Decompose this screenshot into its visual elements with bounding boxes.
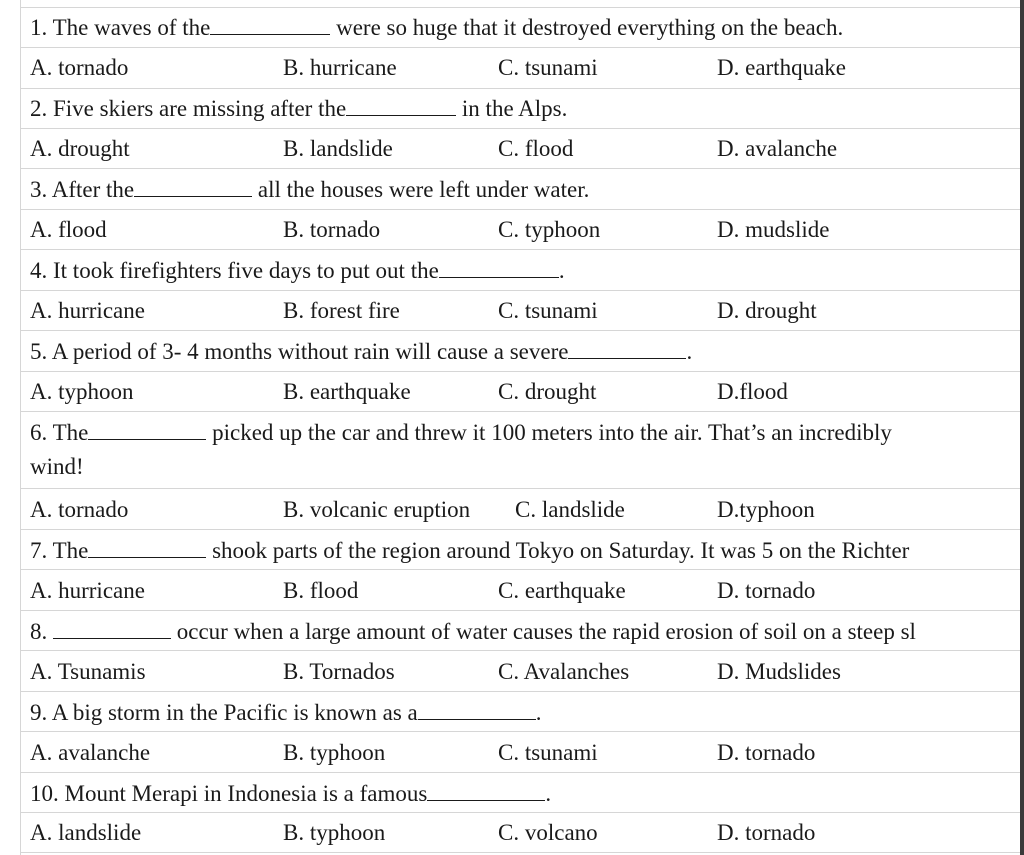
question-text-after: were so huge that it destroyed everything on the beach. <box>336 15 844 40</box>
divider-line <box>20 330 1020 331</box>
option-c: C. drought <box>498 379 597 404</box>
question-1 <box>30 15 843 39</box>
option-a: A. flood <box>30 217 107 242</box>
question-4 <box>30 258 565 282</box>
divider-line <box>20 529 1020 530</box>
option-d: D. drought <box>717 298 817 323</box>
option-c: C. earthquake <box>498 578 626 603</box>
question-number: 7. <box>30 538 48 563</box>
option-b: B. hurricane <box>283 55 397 80</box>
divider-line <box>20 852 1020 853</box>
answer-blank <box>418 700 536 720</box>
question-7 <box>30 538 909 562</box>
divider-line <box>20 691 1020 692</box>
question-text-after: occur when a large amount of water causes the rapid erosion of soil on a steep sl <box>176 619 916 644</box>
answer-blank <box>568 339 686 359</box>
question-text-before: A big storm in the Pacific is known as a <box>51 700 418 725</box>
question-text-after: all the houses were left under water. <box>257 177 590 202</box>
divider-line <box>20 610 1020 611</box>
option-d: D. Mudslides <box>717 659 841 684</box>
option-a: A. hurricane <box>30 578 145 603</box>
question-number: 2. <box>30 96 48 121</box>
option-a: A. Tsunamis <box>30 659 146 684</box>
question-5 <box>30 339 692 363</box>
divider-line <box>20 290 1020 291</box>
question-6-continuation: wind! <box>30 454 84 479</box>
question-2 <box>30 96 567 120</box>
option-a: A. hurricane <box>30 298 145 323</box>
option-d: D.flood <box>717 379 788 404</box>
option-c: C. Avalanches <box>498 659 630 684</box>
question-10 <box>30 781 551 805</box>
answer-blank <box>346 96 456 116</box>
option-d: D. tornado <box>717 820 816 845</box>
question-text-after: picked up the car and threw it 100 meters into the air. That’s an incredibly <box>212 420 892 445</box>
option-b: B. typhoon <box>283 820 386 845</box>
answer-blank <box>134 177 252 197</box>
answer-blank <box>88 538 206 558</box>
option-d: D. earthquake <box>717 55 846 80</box>
question-text-before: It took firefighters five days to put out the <box>53 258 439 283</box>
question-number: 10. <box>30 781 59 806</box>
option-b: B. landslide <box>283 136 393 161</box>
option-c: C. volcano <box>498 820 598 845</box>
question-text-before: Mount Merapi in Indonesia is a famous <box>64 781 428 806</box>
option-c: C. tsunami <box>498 740 598 765</box>
option-d: D.typhoon <box>717 497 815 522</box>
question-number: 1. <box>30 15 48 40</box>
option-a: A. typhoon <box>30 379 134 404</box>
answer-blank <box>210 15 330 35</box>
answer-blank <box>439 258 559 278</box>
option-a: A. tornado <box>30 497 129 522</box>
option-d: D. mudslide <box>717 217 830 242</box>
divider-line <box>20 812 1020 813</box>
option-b: B. flood <box>283 578 359 603</box>
question-number: 4. <box>30 258 48 283</box>
option-a: A. drought <box>30 136 130 161</box>
option-c: C. landslide <box>515 497 625 522</box>
question-text-after: . <box>535 700 542 725</box>
option-d: D. tornado <box>717 740 816 765</box>
divider-line <box>20 488 1020 489</box>
option-b: B. earthquake <box>283 379 411 404</box>
answer-blank <box>53 619 171 639</box>
divider-line <box>20 209 1020 210</box>
question-text-after: in the Alps. <box>461 96 568 121</box>
question-number: 8. <box>30 619 48 644</box>
divider-line <box>20 128 1020 129</box>
divider-line <box>20 411 1020 412</box>
question-text-before: The <box>52 420 89 445</box>
question-text-before: The waves of the <box>52 15 211 40</box>
question-number: 5. <box>30 339 48 364</box>
divider-line <box>20 88 1020 89</box>
question-text-before: A period of 3- 4 months without rain will cause a severe <box>51 339 569 364</box>
divider-line <box>20 650 1020 651</box>
question-9 <box>30 700 542 724</box>
question-number: 9. <box>30 700 48 725</box>
option-c: C. typhoon <box>498 217 601 242</box>
option-c: C. tsunami <box>498 298 598 323</box>
option-b: B. Tornados <box>283 659 395 684</box>
option-b: B. tornado <box>283 217 381 242</box>
option-b: B. volcanic eruption <box>283 497 471 522</box>
question-text-after: . <box>686 339 693 364</box>
question-text-after: . <box>558 258 565 283</box>
question-text-after: . <box>545 781 552 806</box>
option-c: C. tsunami <box>498 55 598 80</box>
option-a: A. tornado <box>30 55 129 80</box>
divider-line <box>20 47 1020 48</box>
divider-line <box>20 371 1020 372</box>
question-text-before: Five skiers are missing after the <box>53 96 347 121</box>
divider-line <box>20 569 1020 570</box>
option-b: B. forest fire <box>283 298 400 323</box>
question-text-after: shook parts of the region around Tokyo on Saturday. It was 5 on the Richter <box>212 538 910 563</box>
option-c: C. flood <box>498 136 574 161</box>
divider-line <box>20 772 1020 773</box>
question-number: 3. <box>30 177 48 202</box>
divider-line <box>20 7 1020 8</box>
question-6 <box>30 420 892 444</box>
question-number: 6. <box>30 420 48 445</box>
option-a: A. landslide <box>30 820 142 845</box>
answer-blank <box>88 420 206 440</box>
option-d: D. tornado <box>717 578 816 603</box>
option-a: A. avalanche <box>30 740 151 765</box>
question-text-before: After the <box>51 177 135 202</box>
divider-line <box>20 168 1020 169</box>
divider-line <box>20 249 1020 250</box>
option-b: B. typhoon <box>283 740 386 765</box>
divider-line <box>20 731 1020 732</box>
answer-blank <box>427 781 545 801</box>
question-8 <box>30 619 916 643</box>
question-3 <box>30 177 589 201</box>
option-d: D. avalanche <box>717 136 838 161</box>
question-text-before: The <box>52 538 89 563</box>
